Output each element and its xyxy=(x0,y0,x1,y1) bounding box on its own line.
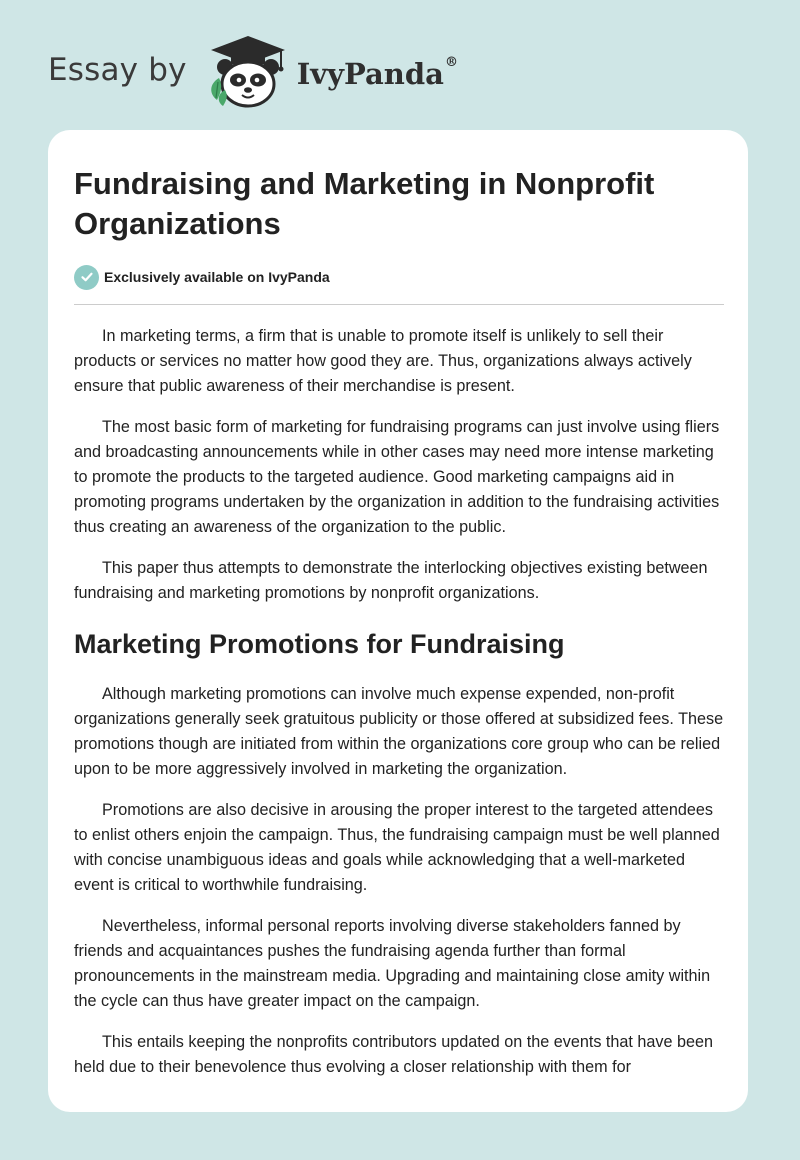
article-title: Fundraising and Marketing in Nonprofit Organizations xyxy=(74,166,655,241)
section-paragraph-3: Nevertheless, informal personal reports involving diverse stakeholders fanned by friends and acquaintances pushes the fundraising agenda further than formal pronouncements in the mainstream media. Upgrading and maintaining close amity within the cycle can thus have greater impact on the campaign. xyxy=(74,917,711,1010)
panda-logo-icon xyxy=(205,34,291,110)
title-divider xyxy=(74,304,724,305)
section-heading: Marketing Promotions for Fundraising xyxy=(74,629,565,659)
article-card xyxy=(48,130,748,1112)
section-paragraph-1: Although marketing promotions can involve much expense expended, non-profit organizations generally seek gratuitous publicity or those offered at subsidized fees. These promotions though are initiated from within the organizations core group who can be relied upon to be more aggressively involved in marketing the organization. xyxy=(74,685,724,778)
check-circle-icon xyxy=(74,265,99,290)
exclusive-badge xyxy=(74,264,724,290)
site-header xyxy=(48,34,458,110)
exclusive-badge-label: Exclusively available on IvyPanda xyxy=(104,269,330,285)
brand-name[interactable]: IvyPanda® xyxy=(296,55,458,91)
section-paragraph-2: Promotions are also decisive in arousing the proper interest to the targeted attendees to enlist others enjoin the campaign. Thus, the fundraising campaign must be well planned with concise unambiguous ideas and goals while acknowledging that a well-marketed event is critical to worthwhile fundraising. xyxy=(74,801,720,894)
section-paragraph-4: This entails keeping the nonprofits contributors updated on the events that have been held due to their benevolence thus evolving a closer relationship with them for xyxy=(74,1033,714,1076)
article-content xyxy=(74,164,724,1080)
intro-paragraph-1: In marketing terms, a firm that is unable to promote itself is unlikely to sell their products or services no matter how good they are. Thus, organizations always actively ensure that public awareness of their merchandise is present. xyxy=(74,327,692,395)
intro-paragraph-2: The most basic form of marketing for fundraising programs can just involve using fliers and broadcasting announcements while in other cases may need more intense marketing to promote the products to the targeted audience. Good marketing campaigns aid in promoting programs undertaken by the organization in addition to the fundraising activities thus creating an awareness of the organization to the public. xyxy=(74,418,720,536)
registered-mark: ® xyxy=(444,55,458,70)
essay-by-label: Essay by xyxy=(48,52,187,88)
intro-paragraph-3: This paper thus attempts to demonstrate the interlocking objectives existing between fundraising and marketing promotions by nonprofit organizations. xyxy=(74,559,708,602)
